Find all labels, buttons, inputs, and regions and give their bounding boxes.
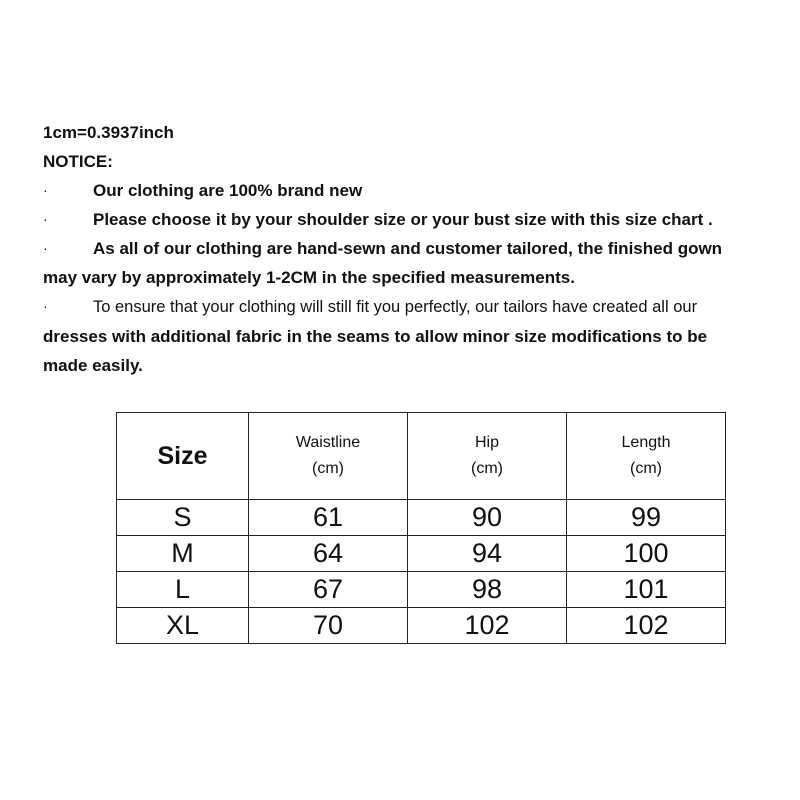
notice-item-text: As all of our clothing are hand-sewn and customer tailored, the finished gown	[93, 239, 723, 258]
header-unit: (cm)	[630, 460, 662, 477]
cell-size: S	[117, 500, 249, 536]
bullet-dot: ·	[43, 240, 48, 256]
bullet-dot: ·	[43, 298, 48, 314]
bullet-dot: ·	[43, 211, 48, 227]
cell-waistline: 70	[249, 608, 408, 644]
notice-item-text-continued: may vary by approximately 1-2CM in the specified measurements.	[43, 268, 575, 287]
cell-length: 100	[567, 536, 726, 572]
table-header-row	[117, 413, 726, 500]
header-label: Hip	[474, 434, 499, 451]
cell-length: 102	[567, 608, 726, 644]
cell-waistline: 61	[249, 500, 408, 536]
cell-length: 99	[567, 500, 726, 536]
notice-item-3	[43, 234, 773, 263]
notice-item-text-continued: made easily.	[43, 356, 143, 375]
cell-size: M	[117, 536, 249, 572]
cell-hip: 94	[408, 536, 567, 572]
notice-item-4	[43, 292, 773, 322]
notice-title: NOTICE:	[43, 152, 113, 171]
cell-size: XL	[117, 608, 249, 644]
notice-item-text: Our clothing are 100% brand new	[93, 181, 363, 200]
header-label: Waistline	[295, 434, 361, 451]
table-row	[117, 572, 726, 608]
size-chart-table	[116, 412, 726, 644]
notice-item-text: To ensure that your clothing will still fit you perfectly, our tailors have created all our	[93, 298, 698, 316]
cell-length: 101	[567, 572, 726, 608]
cell-waistline: 67	[249, 572, 408, 608]
header-length	[567, 413, 726, 500]
table-row	[117, 500, 726, 536]
notice-item-2	[43, 205, 773, 234]
cell-hip: 90	[408, 500, 567, 536]
header-label: Length	[621, 434, 671, 451]
notice-item-text: Please choose it by your shoulder size or your bust size with this size chart .	[93, 210, 713, 229]
header-unit: (cm)	[312, 460, 344, 477]
notice-block	[43, 118, 773, 380]
cell-size: L	[117, 572, 249, 608]
table-row	[117, 608, 726, 644]
notice-item-1	[43, 176, 773, 205]
header-label: Size	[157, 442, 208, 470]
table-row	[117, 536, 726, 572]
conversion-note: 1cm=0.3937inch	[43, 123, 174, 142]
cell-hip: 98	[408, 572, 567, 608]
cell-hip: 102	[408, 608, 567, 644]
header-waistline	[249, 413, 408, 500]
bullet-dot: ·	[43, 182, 48, 198]
header-unit: (cm)	[471, 460, 503, 477]
cell-waistline: 64	[249, 536, 408, 572]
header-size	[117, 413, 249, 500]
notice-item-text-continued: dresses with additional fabric in the seams to allow minor size modifications to be	[43, 327, 708, 346]
header-hip	[408, 413, 567, 500]
